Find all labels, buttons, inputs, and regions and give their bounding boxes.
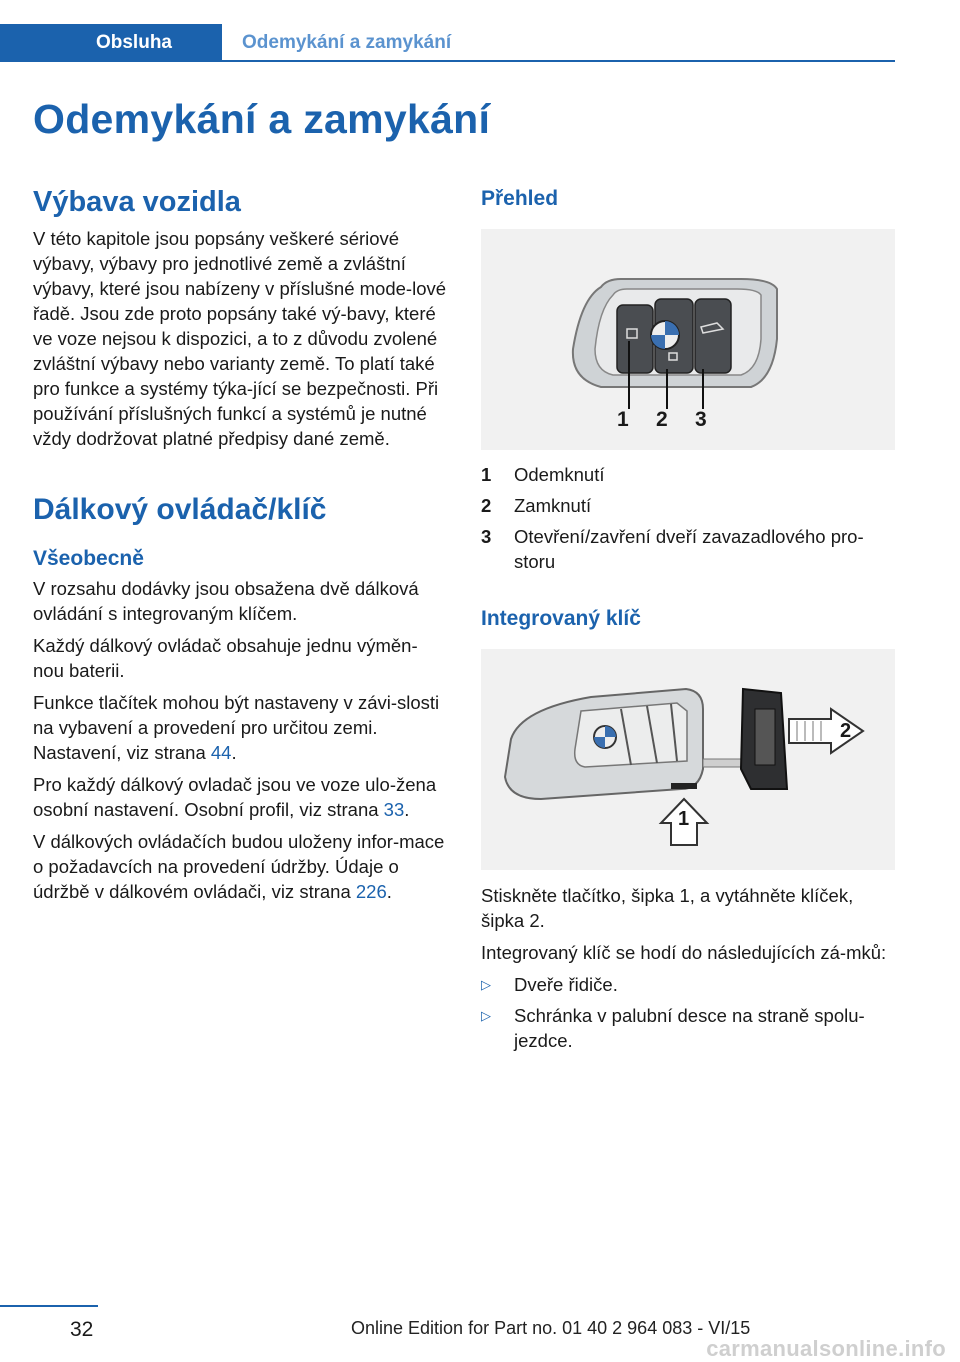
- edition-footer: Online Edition for Part no. 01 40 2 964 083 - VI/15: [351, 1318, 751, 1338]
- integrated-paragraph-2: Integrovaný klíč se hodí do následujících zá-mků:: [481, 942, 887, 963]
- watermark: carmanualsonline.info: [706, 1336, 946, 1361]
- triangle-bullet-icon: ▷: [481, 1008, 491, 1023]
- figure1-callout-1: 1: [617, 408, 629, 431]
- legend-item: [481, 493, 895, 518]
- dalkovy-heading: Dálkový ovládač/klíč: [33, 493, 327, 526]
- legend-item: [481, 462, 895, 487]
- legend-num: 3: [481, 526, 492, 547]
- figure1-callout-3: 3: [695, 408, 707, 431]
- legend-list: [481, 462, 895, 574]
- vseobecne-heading: Všeobecně: [33, 547, 144, 570]
- triangle-bullet-icon: ▷: [481, 977, 491, 992]
- paragraph-1: V rozsahu dodávky jsou obsažena dvě dálková ovládání s integrovaným klíčem.: [33, 578, 419, 624]
- legend-text: Zamknutí: [514, 495, 592, 516]
- key-fob-illustration: [481, 229, 895, 450]
- section-tab[interactable]: [0, 24, 222, 62]
- right-column: [481, 184, 895, 1059]
- paragraph-5-end: .: [386, 881, 392, 902]
- legend-num: 1: [481, 464, 492, 485]
- header-rule: [0, 60, 895, 62]
- lock-list: [481, 972, 895, 1053]
- key-overview-figure: [481, 229, 895, 450]
- legend-text: Odemknutí: [514, 464, 605, 485]
- page-number-rule: [0, 1305, 98, 1307]
- figure2-callout-2: 2: [840, 720, 852, 742]
- prehled-heading: Přehled: [481, 187, 559, 210]
- figure2-callout-1: 1: [678, 808, 690, 830]
- paragraph-4-text: Pro každý dálkový ovladač jsou ve voze ulo-žena osobní nastavení. Osobní profil, viz strana: [33, 774, 437, 820]
- list-item: [481, 1003, 895, 1053]
- vybava-text: V této kapitole jsou popsány veškeré sériové výbavy, výbavy pro jednotlivé země a zvláštní výbavy, které jsou nabízeny v příslušné mode-lové řadě. Jsou zde proto popsány také vý-bavy, které ve voze nejsou k dispozici, a to z důvodu zvolené zvláštní výbavy nebo varianty země. To platí také pro funkce a systémy týka-jící se bezpečnosti. Při používání příslušných funkcí a systémů je nutné vždy dodržovat platné předpisy dané země.: [33, 228, 447, 449]
- paragraph-3-end: .: [231, 742, 237, 763]
- paragraph-3: [33, 690, 447, 765]
- integrated-key-figure: [481, 649, 895, 870]
- legend-item: [481, 524, 895, 574]
- list-item-text: Schránka v palubní desce na straně spolu-jezdce.: [514, 1005, 865, 1051]
- breadcrumb[interactable]: Odemykání a zamykání: [242, 32, 452, 53]
- paragraph-4: [33, 772, 447, 822]
- paragraph-2: Každý dálkový ovládač obsahuje jednu výměn-nou baterii.: [33, 635, 418, 681]
- vybava-heading: Výbava vozidla: [33, 186, 241, 218]
- legend-num: 2: [481, 495, 492, 516]
- integrated-key-illustration: [481, 649, 895, 870]
- left-column: [33, 184, 447, 911]
- figure1-callout-2: 2: [656, 408, 668, 431]
- page-title: Odemykání a zamykání: [33, 96, 491, 142]
- legend-text: Otevření/zavření dveří zavazadlového pro-storu: [514, 526, 864, 572]
- section-tab-label: Obsluha: [95, 32, 172, 53]
- integrovany-heading: Integrovaný klíč: [481, 607, 641, 630]
- header-bar: [0, 24, 895, 62]
- paragraph-3-text: Funkce tlačítek mohou být nastaveny v závi-slosti na vybavení a provedení pro určitou zemi. Nastavení, viz strana: [33, 692, 440, 763]
- paragraph-4-end: .: [404, 799, 410, 820]
- list-item-text: Dveře řidiče.: [514, 974, 618, 995]
- page-link-44[interactable]: 44: [210, 742, 232, 763]
- page-link-33[interactable]: 33: [383, 799, 405, 820]
- integrated-paragraph-1: Stiskněte tlačítko, šipka 1, a vytáhněte klíček, šipka 2.: [481, 885, 854, 931]
- page-number: 32: [70, 1318, 94, 1341]
- list-item: [481, 972, 895, 997]
- paragraph-5: [33, 829, 447, 904]
- paragraph-5-text: V dálkových ovládačích budou uloženy infor-mace o požadavcích na provedení údržby. Údaje o údržbě v dálkovém ovládači, viz strana: [33, 831, 445, 902]
- page-link-226[interactable]: 226: [355, 881, 387, 902]
